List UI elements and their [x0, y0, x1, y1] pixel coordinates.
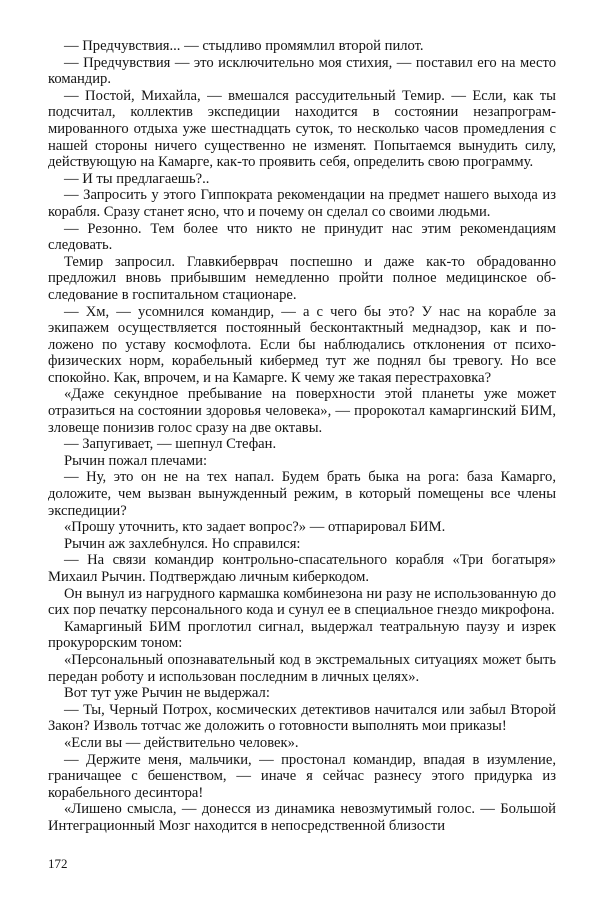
paragraph: «Прошу уточнить, кто задает вопрос?» — отпарировал БИМ. — [64, 519, 446, 536]
paragraph: — Предчувствия — это исключительно моя стихия, — поставил его на место командир. — [48, 54, 556, 88]
paragraph: — Держите меня, мальчики, — простонал командир, впадая в изумление, граничащее с бешенством, — иначе я сейчас разнесу этого придурка из корабельного десинтора! — [48, 751, 556, 801]
paragraph: — Запугивает, — шепнул Стефан. — [64, 436, 277, 453]
paragraph: «Если вы — действительно человек». — [64, 734, 299, 751]
paragraph: — Хм, — усомнился командир, — а с чего бы это? У нас на корабле за экипажем осуществляется постоянный бесконтактный меднадзор, как и положено по уставу космофлота. Если бы наблюдались отклонения от психофизических норм, корабельный кибермед тут же поднял бы тревогу. Но все спокойно. Как, впрочем, и на Камарге. К чему же такая перестраховка? — [48, 303, 556, 386]
paragraph: — Предчувствия... — стыдливо промямлил второй пилот. — [64, 38, 424, 54]
paragraph: Рычин пожал плечами: — [64, 452, 208, 469]
paragraph: Темир запросил. Главкиберврач поспешно и даже как-то обрадованно предложил вновь прибывшим немедленно пройти полное медицинское обследование в госпитальном стационаре. — [48, 253, 556, 303]
paragraph: — И ты предлагаешь?.. — [64, 170, 210, 187]
body-text — [48, 38, 556, 835]
paragraph: «Даже секундное пребывание на поверхности этой планеты уже может отразиться на состоянии здоровья человека», — пророкотал камаргинский БИМ, зловеще понизив голос сразу на две октавы. — [48, 386, 556, 436]
paragraph: «Персональный опознавательный код в экстремальных ситуациях может быть передан роботу и использован последним в личных целях». — [48, 651, 556, 685]
paragraph: — Резонно. Тем более что никто не принудит нас этим рекомендациям следовать. — [48, 220, 556, 254]
paragraph: Рычин аж захлебнулся. Но справился: — [64, 535, 301, 552]
paragraph: — Ну, это он не на тех напал. Будем брать быка на рога: база Камарго, доложите, чем вызван вынужденный режим, в который помещены все члены экспедиции? — [48, 469, 556, 519]
paragraph: — Запросить у этого Гиппократа рекомендации на предмет нашего выхода из корабля. Сразу станет ясно, что и почему он сделал со своими людьми. — [48, 187, 556, 220]
paragraph: «Лишено смысла, — донесся из динамика невозмутимый голос. — Большой Интеграционный Мозг находится в непосредственной близости — [48, 801, 556, 834]
paragraph: Он вынул из нагрудного кармашка комбинезона ни разу не использованную до сих пор печатку персонального кода и сунул ее в специальное гнездо микрофона. — [48, 585, 556, 619]
paragraph: Вот тут уже Рычин не выдержал: — [64, 685, 270, 702]
paragraph: — Ты, Черный Потрох, космических детективов начитался или забыл Второй Закон? Изволь тотчас же доложить о готовности выполнять мои приказы! — [48, 701, 556, 735]
paragraph: Камаргиный БИМ проглотил сигнал, выдержал театральную паузу и изрек прокурорским тоном: — [48, 618, 556, 652]
paragraph: — На связи командир контрольно-спасательного корабля «Три богатыря» Михаил Рычин. Подтверждаю личным киберкодом. — [48, 552, 556, 585]
page-number: 172 — [48, 856, 68, 871]
paragraph: — Постой, Михайла, — вмешался рассудительный Темир. — Если, как ты подсчитал, коллектив экспедиции находится в состоянии незапрограммированного отдыха уже шестнадцать суток, то несколько часов промедления с нашей стороны ничего существенно не изменят. Попытаемся вынудить силу, действующую на Камарге, как-то проявить себя, определить свою программу. — [48, 87, 556, 171]
